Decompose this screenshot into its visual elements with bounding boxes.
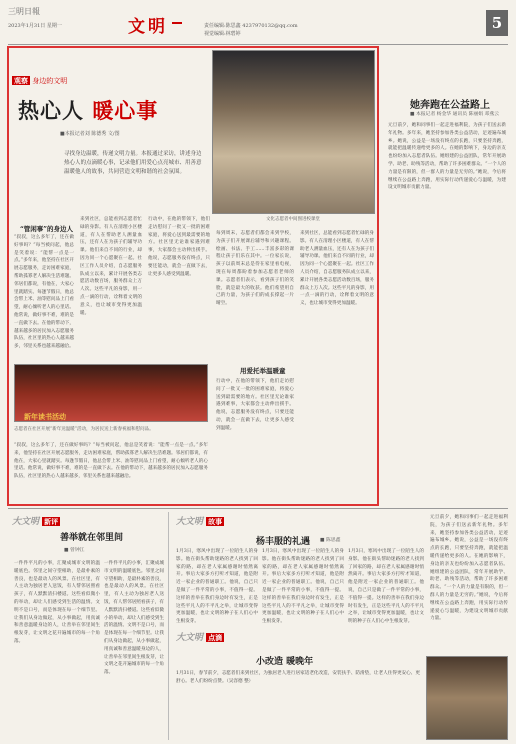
page-number: 5 [486,10,508,36]
kicker-text: 身边的文明 [32,77,68,85]
header-rule [8,44,508,45]
bottom-mid-col-1: 1月3日，寒风中出现了一位陌生人的身影。他在街头帮助迷路的老人找到了回家的路，却在老人家属感谢时悄然离开。事后大家多方打听才知道，他是附近一家企业的普通职工。他说，自己只是做了一件平常的小事，不值得一提。这样的善举在我们身边时有发生，正是这些平凡人的不平凡之举，让城市变得更加温暖，也让文明的种子在人们心中生根发芽。 [176,549,258,624]
bottom-small-tag [176,630,224,643]
main-col-6: 行动中，在他的带领下，他们走访慰问了一批又一批的困难家庭，将爱心送到最需要的地方。社区里无论谁家遇到难事，大家都会主动伸出援手。他说，志愿服务没有终点，只要还能动，就会一直做下去，让更多人感受到温暖。 [216,379,294,431]
classroom-photo-caption: 文化志愿者中间图进校课堂 [266,217,320,222]
newspaper-logo: 三明日報 [8,7,40,16]
bottom-left-col-2: 一件件平凡的小事，汇聚成城市文明的温暖底色。邻里之间守望相助，是最朴素的善良，也是最动人的风景。在社区里，有人主动为独居老人送饭，有人帮邻居照看孩子，有人默默清扫楼道。这些看似微小的举动，却让人们感受到生活的温情。文明不是口号，而是体现在每一个细节里。让我们从身边做起，从小事做起，用真诚和善意温暖身边的人，让善举在邻里间生根发芽，让文明之花开遍城市的每一个角落。 [104,561,164,676]
editor-line-1: 责任编辑:陈思鑫 4237970132@qq.com [204,23,298,29]
kicker-tag: 观察 [14,76,28,85]
event-banner-text: 新年读书活动 [24,412,66,421]
main-col-7: “叔叔，这么多年了，还在做好事吗？”每当被问起，他总是笑着说：“能帮一点是一点。”多年来，他坚持在社区开展志愿服务，走访困难家庭，帮助孤寡老人解决生活难题。邻居们都说，有他在，大家心里就踏实。每逢节假日，他总会带上米、油等慰问品上门看望，耐心倾听老人的心里话。他常说，做好事不难，难的是一直做下去。在他的带动下，越来越多的居民加入志愿服务队伍，社区里的热心人越来越多，邻里关系也越来越融洽。 [14,443,208,480]
bottom-left-col-1: 一件件平凡的小事，汇聚成城市文明的温暖底色。邻里之间守望相助，是最朴素的善良，也是最动人的风景。在社区里，有人主动为独居老人送饭，有人帮邻居照看孩子，有人默默清扫楼道。这些看似微小的举动，却让人们感受到生活的温情。文明不是口号，而是体现在每一个细节里。让我们从身边做起，从小事做起，用真诚和善意温暖身边的人，让善举在邻里间生根发芽，让文明之花开遍城市的每一个角落。 [14,561,100,644]
subhead-2: 用爱托举温暖童 [240,367,286,375]
classroom-photo [212,50,375,214]
bottom-left-byline: ■ 曾钟江 [64,548,85,553]
main-col-3: 行动中，在他的带领下，他们走访慰问了一批又一批的困难家庭，将爱心送到最需要的地方。社区里无论谁家遇到难事，大家都会主动伸出援手。他说，志愿服务没有终点，只要还能动，就会一直做下去，让更多人感受到温暖。 [148,217,210,277]
issue-date: 2023年1月31日 星期一 [8,23,62,29]
editor-line-2: 视觉编辑:林碧婷 [204,31,241,37]
main-headline [18,95,158,125]
main-lead: 寻找身边温暖，传递文明力量。本报通过采访，讲述身边热心人的点滴暖心事，记录他们用爱心点亮城市、用善意温暖他人的故事，共同营造文明和谐的社会氛围。 [64,151,202,175]
bottom-mid-col-2: 1月3日，寒风中出现了一位陌生人的身影。他在街头帮助迷路的老人找到了回家的路，却在老人家属感谢时悄然离开。事后大家多方打听才知道，他是附近一家企业的普通职工。他说，自己只是做了一件平常的小事，不值得一提。这样的善举在我们身边时有发生，正是这些平凡人的不平凡之举，让城市变得更加温暖，也让文明的种子在人们心中生根发芽。 [262,549,344,624]
tag-label: 新评 [44,517,59,526]
main-story-kicker [12,76,67,86]
editor-credits [204,22,298,38]
tag-label: 点滴 [208,633,223,642]
bottom-mid-byline: ■ 陈思鑫 [320,538,341,543]
bottom-small-headline: 小改造 暖晚年 [256,657,314,667]
tag-prefix: 大文明 [12,517,40,527]
main-col-1: “叔叔，这么多年了，还在做好事吗？”每当被问起，他总是笑着说：“能帮一点是一点。”多年来，他坚持在社区开展志愿服务，走访困难家庭，帮助孤寡老人解决生活难题。邻居们都说，有他在，大家心里就踏实。每逢节假日，他总会带上米、油等慰问品上门看望，耐心倾听老人的心里话。他常说，做好事不难，难的是一直做下去。在他的带动下，越来越多的居民加入志愿服务队伍，社区里的热心人越来越多，邻里关系也越来越融洽。 [14,235,74,350]
section-accent-bar [172,22,182,24]
bottom-small-col: 1月31日，春节前夕，志愿者们来到社区，为独居老人进行居家适老化改造，安装扶手、防滑垫，让老人住得更安心、更舒心。老人们纷纷点赞。（吴容德 整） [176,671,420,684]
bottom-left-headline: 善举就在邻里间 [60,533,124,543]
subhead-1: “管闲事”的身边人 [20,225,73,233]
main-col-4: 每到周末，志愿者们都会来到学校，为孩子们开展课后辅导和兴趣课程。绘画、书法、手工……丰富多彩的课程让孩子们乐在其中。一位家长说，孩子以前周末总是待在家里看电视，现在每周都盼着参加志愿者老师的课。志愿者们表示，看到孩子们的笑脸，就是最大的收获。他们希望用自己的力量，为孩子们的成长撑起一片晴空。 [216,231,294,307]
bottom-mid-col-4: 元旦前夕，她和同事们一起走进福利院，为孩子们送去新年礼物。多年来，她坚持参加各类公益活动，足迹遍布城乡。她说，公益是一场没有终点的长跑，只要坚持奔跑，就能把温暖传递给更多的人。在她的影响下，身边的亲友也纷纷加入志愿者队伍。她组建的公益团队，常年开展助学、助老、助残等活动，帮助了许多困难群众。“一个人的力量是有限的，但一群人的力量是无穷的。”她说，今后将继续在公益路上奔跑，用实际行动传递爱心与温暖，为建设文明城市贡献力量。 [430,515,508,622]
tag-prefix: 大文明 [176,517,204,527]
event-banner-caption: 志愿者在社区开展“新年送温暖”活动，为居民送上新春祝福和慰问品。 [14,427,154,432]
bottom-mid-headline: 杨丰服的礼遇 [256,537,311,547]
main-col-5: 来到社区，总能看到志愿者忙碌的身影。有人在清理小区楼道，有人在帮助老人测量血压，还有人在为孩子们辅导功课。他们来自不同的行业，却因为同一个心愿聚在一起。社区工作人员介绍，自志愿服务队成立以来，累计开展各类志愿活动数百场，服务群众上万人次。这些平凡的身影，用一点一滴的行动，诠释着文明的意义，也让城市变得更加温暖。 [300,231,374,307]
main-col-2: 来到社区，总能看到志愿者忙碌的身影。有人在清理小区楼道，有人在帮助老人测量血压，还有人在为孩子们辅导功课。他们来自不同的行业，却因为同一个心愿聚在一起。社区工作人员介绍，自志愿服务队成立以来，累计开展各类志愿活动数百场，服务群众上万人次。这些平凡的身影，用一点一滴的行动，诠释着文明的意义，也让城市变得更加温暖。 [80,217,142,316]
bottom-mid-tag [176,514,224,527]
tag-label: 故事 [208,517,223,526]
right-byline: ■ 本报记者 杨金华 通讯员 陈丽娟 邓燕云 [410,112,499,117]
headline-part-a: 热心人 [18,98,84,123]
section-title: 文明 [128,17,168,37]
bottom-rule [8,508,508,509]
bottom-left-tag [12,514,60,527]
right-headline: 她奔跑在公益路上 [410,100,490,111]
main-byline: ■本报记者刘 陈德秀 文/图 [60,131,120,137]
column-divider-1 [168,512,169,740]
headline-part-b: 暖心事 [92,98,159,123]
page-header [0,0,516,44]
tag-prefix: 大文明 [176,633,204,643]
elderly-street-photo [426,656,508,740]
right-col: 元旦前夕，她和同事们一起走进福利院，为孩子们送去新年礼物。多年来，她坚持参加各类公益活动，足迹遍布城乡。她说，公益是一场没有终点的长跑，只要坚持奔跑，就能把温暖传递给更多的人。在她的影响下，身边的亲友也纷纷加入志愿者队伍。她组建的公益团队，常年开展助学、助老、助残等活动，帮助了许多困难群众。“一个人的力量是有限的，但一群人的力量是无穷的。”她说，今后将继续在公益路上奔跑，用实际行动传递爱心与温暖，为建设文明城市贡献力量。 [388,123,506,191]
bottom-mid-col-3: 1月3日，寒风中出现了一位陌生人的身影。他在街头帮助迷路的老人找到了回家的路，却在老人家属感谢时悄然离开。事后大家多方打听才知道，他是附近一家企业的普通职工。他说，自己只是做了一件平常的小事，不值得一提。这样的善举在我们身边时有发生，正是这些平凡人的不平凡之举，让城市变得更加温暖，也让文明的种子在人们心中生根发芽。 [348,549,424,624]
